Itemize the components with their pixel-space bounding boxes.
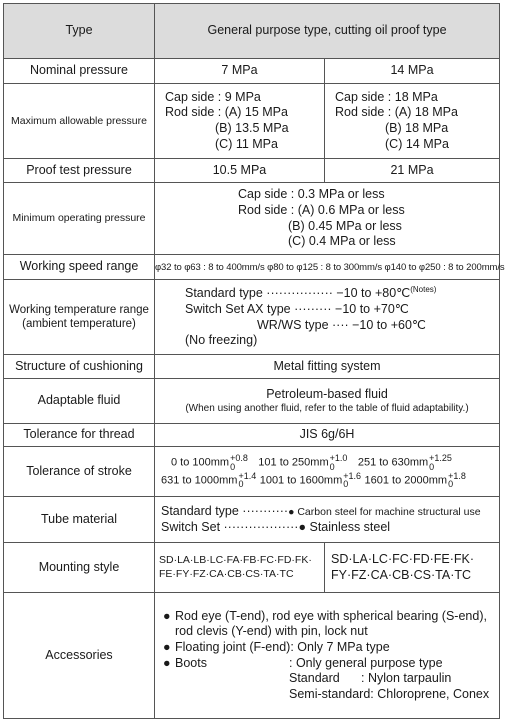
fluid-main: Petroleum-based fluid [266,386,388,401]
fluid-value [155,379,500,424]
tube-switch-material: ● Stainless steel [298,519,391,534]
mounting-14mpa [325,543,500,593]
mounting-label: Mounting style [4,543,155,593]
stroke-plus: +1.6 [343,470,362,481]
min-pressure-row [4,183,500,255]
max-pressure-7mpa [155,84,325,159]
stroke-tol-6 [365,472,466,489]
accessories-label: Accessories [4,593,155,719]
stroke-minus: 0 [238,479,244,490]
stroke-label: Tolerance of stroke [4,447,155,497]
stroke-plus: +1.4 [238,470,257,481]
thread-value: JIS 6g/6H [155,424,500,447]
stroke-limits [429,454,452,471]
stroke-plus: +0.8 [230,453,248,464]
mounting-7mpa [155,543,325,593]
stroke-limits [238,472,256,489]
stroke-plus: +1.25 [429,453,452,464]
stroke-range: 1601 to 2000mm [364,473,448,486]
min-pressure-label: Minimum operating pressure [4,183,155,255]
temperature-switch-ax: Switch Set AX type ········· −10 to +70℃ [185,301,409,316]
proof-pressure-label: Proof test pressure [4,159,155,183]
accessories-standard-key: Standard [289,671,340,686]
tube-standard [161,504,499,520]
speed-text: φ32 to φ63 : 8 to 400mm/s φ80 to φ125 : 8 to 300mm/s φ140 to φ250 : 8 to 200mm/s [155,262,505,274]
accessories-floating-text: Floating joint (F-end): Only 7 MPa type [175,639,390,654]
stroke-tol-3 [358,454,452,471]
proof-pressure-row [4,159,500,183]
temperature-note: (Notes) [410,285,437,295]
speed-row [4,255,500,280]
bullet-icon: ● [163,639,171,654]
accessories-item-floating [163,640,495,656]
stroke-plus: +1.8 [448,470,466,481]
stroke-line1 [171,454,499,471]
stroke-value [155,447,500,497]
cushioning-label: Structure of cushioning [4,355,155,379]
accessories-row [4,593,500,719]
nominal-pressure-7mpa: 7 MPa [155,59,325,84]
stroke-range: 251 to 630mm [357,456,429,469]
mounting-14-line2: FY·FZ·CA·CB·CS·TA·TC [331,567,472,582]
accessories-boots-semistandard [163,687,495,703]
fluid-note: (When using another fluid, refer to the table of fluid adaptability.) [185,402,469,414]
temperature-switch-wr: WR/WS type ···· −10 to +60℃ [257,317,426,332]
stroke-line2 [161,472,499,489]
tube-label: Tube material [4,497,155,543]
temperature-label-line1: Working temperature range [9,303,149,316]
specification-table [3,3,505,719]
stroke-limits [230,454,248,471]
max-pressure-label: Maximum allowable pressure [4,84,155,159]
accessories-boots-key: Boots [175,655,207,670]
stroke-tol-5 [260,472,361,489]
stroke-limits [343,472,361,489]
max-pressure-7-rod-a: Rod side : (A) 15 MPa [165,105,288,120]
proof-pressure-14mpa: 21 MPa [325,159,500,183]
stroke-tol-1 [171,454,248,471]
nominal-pressure-label: Nominal pressure [4,59,155,84]
cushioning-row [4,355,500,379]
temperature-label-line2: (ambient temperature) [22,318,136,330]
stroke-tol-2 [258,454,347,471]
temperature-standard-text: Standard type ················ −10 to +80℃ [185,286,411,301]
stroke-tol-4 [161,472,256,489]
thread-label: Tolerance for thread [4,424,155,447]
stroke-minus: 0 [448,479,454,490]
nominal-pressure-row [4,59,500,84]
stroke-limits [330,454,348,471]
min-pressure-rod-b: (B) 0.45 MPa or less [288,218,402,233]
thread-row [4,424,500,447]
min-pressure-rod-a: Rod side : (A) 0.6 MPa or less [238,202,405,217]
min-pressure-value [155,183,500,255]
stroke-limits [448,472,466,489]
cushioning-value: Metal fitting system [155,355,500,379]
max-pressure-7-cap: Cap side : 9 MPa [165,89,261,104]
tube-switch [161,520,499,536]
mounting-14-line1: SD·LA·LC·FC·FD·FE·FK· [331,551,475,566]
tube-switch-key: Switch Set ·················· [161,519,299,534]
stroke-range: 1001 to 1600mm [259,473,343,486]
accessories-value [155,593,500,719]
proof-pressure-7mpa: 10.5 MPa [155,159,325,183]
temperature-row [4,280,500,355]
accessories-rod-text: Rod eye (T-end), rod eye with spherical bearing (S-end), [175,608,487,623]
stroke-row [4,447,500,497]
temperature-value [155,280,500,355]
mounting-7-line1: SD·LA·LB·LC·FA·FB·FC·FD·FK· [159,554,312,567]
stroke-range: 631 to 1000mm [161,473,238,486]
type-row [4,4,500,59]
min-pressure-rod-c: (C) 0.4 MPa or less [288,234,396,249]
max-pressure-14-rod-c: (C) 14 MPa [385,136,449,151]
fluid-row [4,379,500,424]
max-pressure-7-rod-b: (B) 13.5 MPa [215,121,289,135]
type-value: General purpose type, cutting oil proof type [155,4,500,59]
type-label: Type [4,4,155,59]
min-pressure-cap: Cap side : 0.3 MPa or less [238,187,385,202]
mounting-7-line2: FE·FY·FZ·CA·CB·CS·TA·TC [159,567,294,580]
max-pressure-14mpa [325,84,500,159]
max-pressure-14-rod-a: Rod side : (A) 18 MPa [335,105,458,120]
accessories-item-boots [163,656,495,672]
accessories-item-rod-cont: rod clevis (Y-end) with pin, lock nut [175,624,368,639]
mounting-row [4,543,500,593]
fluid-label: Adaptable fluid [4,379,155,424]
accessories-boots-value: : Only general purpose type [289,655,443,670]
max-pressure-7-rod-c: (C) 11 MPa [215,136,278,151]
accessories-semistandard-value: : Chloroprene, Conex [370,686,490,701]
accessories-semistandard-key: Semi-standard [289,686,371,701]
accessories-standard-value: : Nylon tarpaulin [361,671,452,686]
speed-label: Working speed range [4,255,155,280]
tube-value [155,497,500,543]
temperature-no-freezing: (No freezing) [185,333,258,348]
nominal-pressure-14mpa: 14 MPa [325,59,500,84]
bullet-icon: ● [163,655,171,670]
stroke-range: 0 to 100mm [171,456,230,469]
stroke-plus: +1.0 [329,453,348,464]
max-pressure-14-rod-b: (B) 18 MPa [385,121,449,135]
temperature-standard [185,285,499,302]
tube-row [4,497,500,543]
temperature-label [4,280,155,355]
max-pressure-14-cap: Cap side : 18 MPa [335,89,438,104]
stroke-range: 101 to 250mm [258,456,329,469]
tube-standard-key: Standard type ··········· [161,503,289,518]
speed-value [155,255,505,280]
max-pressure-row [4,84,500,159]
stroke-minus: 0 [230,461,236,472]
accessories-item-rod [163,609,495,625]
tube-standard-material: ● Carbon steel for machine structural use [288,505,481,518]
bullet-icon: ● [163,608,171,623]
stroke-minus: 0 [429,461,435,472]
stroke-minus: 0 [343,479,349,490]
accessories-boots-standard [163,671,495,687]
stroke-minus: 0 [329,461,335,472]
